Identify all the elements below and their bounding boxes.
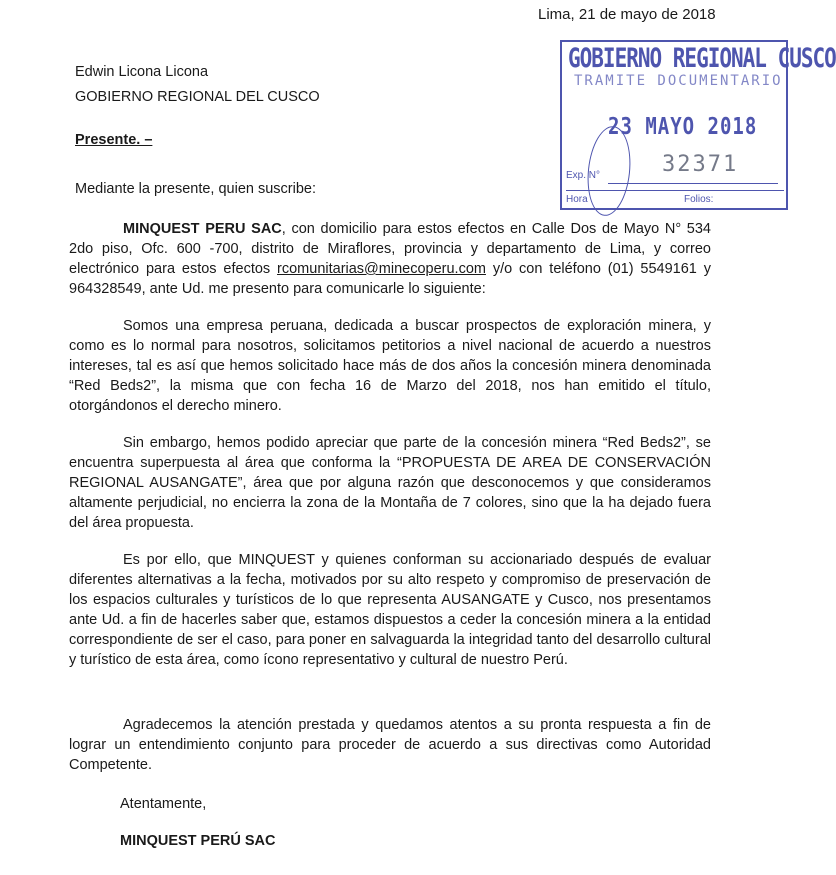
stamp-folios-label: Folios: bbox=[684, 194, 714, 205]
paragraph-5 bbox=[69, 715, 711, 775]
stamp-divider bbox=[608, 183, 778, 184]
paragraph-3 bbox=[69, 433, 711, 533]
recipient-organization: GOBIERNO REGIONAL DEL CUSCO bbox=[75, 89, 320, 105]
paragraph-2-text: Somos una empresa peruana, dedicada a buscar prospectos de exploración minera, y como es lo normal para nosotros, solicitamos petitorios a nivel nacional de acuerdo a nuestros intereses, tal es así que hemos solicitado hace más de dos años la concesión minera denominada “Red Beds2”, la misma que con fecha 16 de Marzo del 2018, nos han emitido el título, otorgándonos el derecho minero. bbox=[69, 318, 711, 414]
closing: Atentamente, bbox=[120, 796, 207, 812]
stamp-hora-label: Hora bbox=[566, 194, 588, 205]
letter-date: Lima, 21 de mayo de 2018 bbox=[538, 6, 716, 23]
paragraph-1-text-b: y/o con teléfono (01) 5549161 y 964328549, ante Ud. me presento para comunicarle lo siguiente: bbox=[69, 261, 711, 297]
intro-line: Mediante la presente, quien suscribe: bbox=[75, 181, 317, 197]
signature: MINQUEST PERÚ SAC bbox=[120, 833, 276, 849]
paragraph-5-text: Agradecemos la atención prestada y quedamos atentos a su pronta respuesta a fin de lograr un entendimiento conjunto para proceder de acuerdo a sus directivas como Autoridad Competente. bbox=[69, 717, 711, 773]
stamp-exp-label: Exp. N° bbox=[566, 170, 601, 181]
reception-stamp bbox=[560, 40, 836, 210]
paragraph-4-text: Es por ello, que MINQUEST y quienes conforman su accionariado después de evaluar diferentes alternativas a la fecha, motivados por su alto respeto y compromiso de preservación de los espacios culturales y turísticos de lo que representa AUSANGATE y Cusco, nos presentamos ante Ud. a fin de hacerles saber que, estamos dispuestos a ceder la concesión minera a la entidad correspondiente de ser el caso, para poner en salvaguarda la integridad tanto del desarrollo cultural y turístico de esta área, como ícono representativo y cultural de nuestro Perú. bbox=[69, 552, 711, 668]
company-name: MINQUEST PERU SAC bbox=[123, 221, 282, 237]
stamp-subtitle: TRAMITE DOCUMENTARIO bbox=[574, 73, 783, 89]
paragraph-2 bbox=[69, 316, 711, 416]
paragraph-4 bbox=[69, 550, 711, 670]
stamp-divider bbox=[566, 190, 784, 191]
salutation: Presente. – bbox=[75, 132, 153, 148]
stamp-title: GOBIERNO REGIONAL CUSCO bbox=[568, 43, 836, 73]
paragraph-1-text-a: , con domicilio para estos efectos en Calle Dos de Mayo N° 534 2do piso, Ofc. 600 -700, distrito de Miraflores, provincia y departamento de Lima, y correo electrónico para estos efectos bbox=[69, 221, 711, 277]
email-link[interactable]: rcomunitarias@minecoperu.com bbox=[277, 261, 486, 277]
stamp-date: 23 MAYO 2018 bbox=[608, 113, 758, 141]
paragraph-3-text: Sin embargo, hemos podido apreciar que parte de la concesión minera “Red Beds2”, se encuentra superpuesta al área que conforma la “PROPUESTA DE AREA DE CONSERVACIÓN REGIONAL AUSANGATE”, área que por alguna razón que desconocemos y que consideramos altamente perjudicial, no encierra la zona de la Montaña de 7 colores, sino que la ha dejado fuera del área propuesta. bbox=[69, 435, 711, 531]
paragraph-1 bbox=[69, 219, 711, 299]
stamp-number: 32371 bbox=[662, 152, 739, 177]
recipient-name: Edwin Licona Licona bbox=[75, 64, 209, 80]
